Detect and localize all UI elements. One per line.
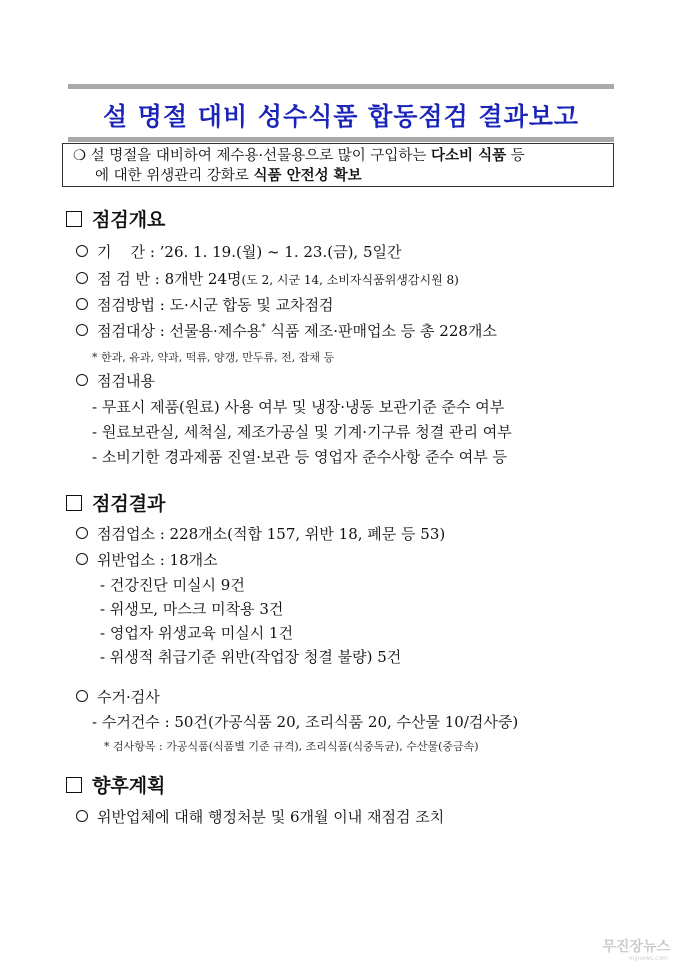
document-title: 설 명절 대비 성수식품 합동점검 결과보고: [102, 102, 580, 131]
summary-text-2: 에 대한 위생관리 강화로: [95, 168, 254, 184]
overview-period: 기 간 : ’26. 1. 19.(월) ~ 1. 23.(금), 5일간: [76, 241, 401, 262]
violation-item: - 영업자 위생교육 미실시 1건: [100, 624, 294, 642]
summary-bold-1: 다소비 식품: [431, 148, 507, 164]
watermark-url: mjjnews.com: [628, 955, 668, 962]
summary-line-1: [73, 146, 613, 166]
square-bullet-icon: [66, 777, 82, 793]
overview-method: 점검방법 : 도·시군 합동 및 교차점검: [76, 294, 334, 315]
circle-bullet-icon: [76, 324, 88, 336]
content-item: - 소비기한 경과제품 진열·보관 등 영업자 준수사항 준수 여부 등: [92, 448, 508, 466]
results-violations: 위반업소 : 18개소: [76, 549, 218, 570]
section-plan-heading: 향후계획: [66, 771, 165, 798]
content-item: - 무표시 제품(원료) 사용 여부 및 냉장·냉동 보관기준 준수 여부: [92, 398, 505, 416]
section-results-heading: 점검결과: [66, 489, 165, 516]
summary-marker: ❍: [73, 148, 86, 164]
summary-box: [62, 143, 614, 187]
results-sampling: 수거·검사: [76, 686, 160, 707]
overview-target: 점검대상 : 선물용·제수용* 식품 제조·판매업소 등 총 228개소: [76, 320, 497, 341]
overview-target-note: * 한과, 유과, 약과, 떡류, 양갱, 만두류, 전, 잡채 등: [92, 351, 335, 364]
circle-bullet-icon: [76, 298, 88, 310]
circle-bullet-icon: [76, 245, 88, 257]
square-bullet-icon: [66, 495, 82, 511]
summary-line-2: [73, 166, 613, 186]
summary-bold-2: 식품 안전성 확보: [253, 168, 362, 184]
sampling-note: * 검사항목 : 가공식품(식품별 기준 규격), 조리식품(식중독균), 수산물(중금속): [104, 740, 479, 753]
overview-team: 점 검 반 : 8개반 24명(도 2, 시군 14, 소비자식품위생감시원 8): [76, 268, 459, 289]
summary-text-1: 설 명절을 대비하여 제수용·선물용으로 많이 구입하는: [90, 148, 432, 164]
circle-bullet-icon: [76, 810, 88, 822]
sampling-item: - 수거건수 : 50건(가공식품 20, 조리식품 20, 수산물 10/검사중): [92, 713, 519, 731]
square-bullet-icon: [66, 211, 82, 227]
overview-content: 점검내용: [76, 370, 155, 391]
content-item: - 원료보관실, 세척실, 제조가공실 및 기계·기구류 청결 관리 여부: [92, 423, 512, 441]
violation-item: - 건강진단 미실시 9건: [100, 576, 245, 594]
circle-bullet-icon: [76, 527, 88, 539]
violation-item: - 위생적 취급기준 위반(작업장 청결 불량) 5건: [100, 648, 402, 666]
summary-text-1b: 등: [506, 148, 525, 164]
circle-bullet-icon: [76, 272, 88, 284]
violation-item: - 위생모, 마스크 미착용 3건: [100, 600, 284, 618]
circle-bullet-icon: [76, 553, 88, 565]
plan-item: 위반업체에 대해 행정처분 및 6개월 이내 재점검 조치: [76, 806, 444, 827]
watermark-logo: 무진장뉴스: [602, 939, 670, 955]
title-banner: [68, 84, 614, 142]
section-overview-heading: 점검개요: [66, 205, 165, 232]
results-inspected: 점검업소 : 228개소(적합 157, 위반 18, 폐문 등 53): [76, 523, 445, 544]
circle-bullet-icon: [76, 374, 88, 386]
circle-bullet-icon: [76, 690, 88, 702]
